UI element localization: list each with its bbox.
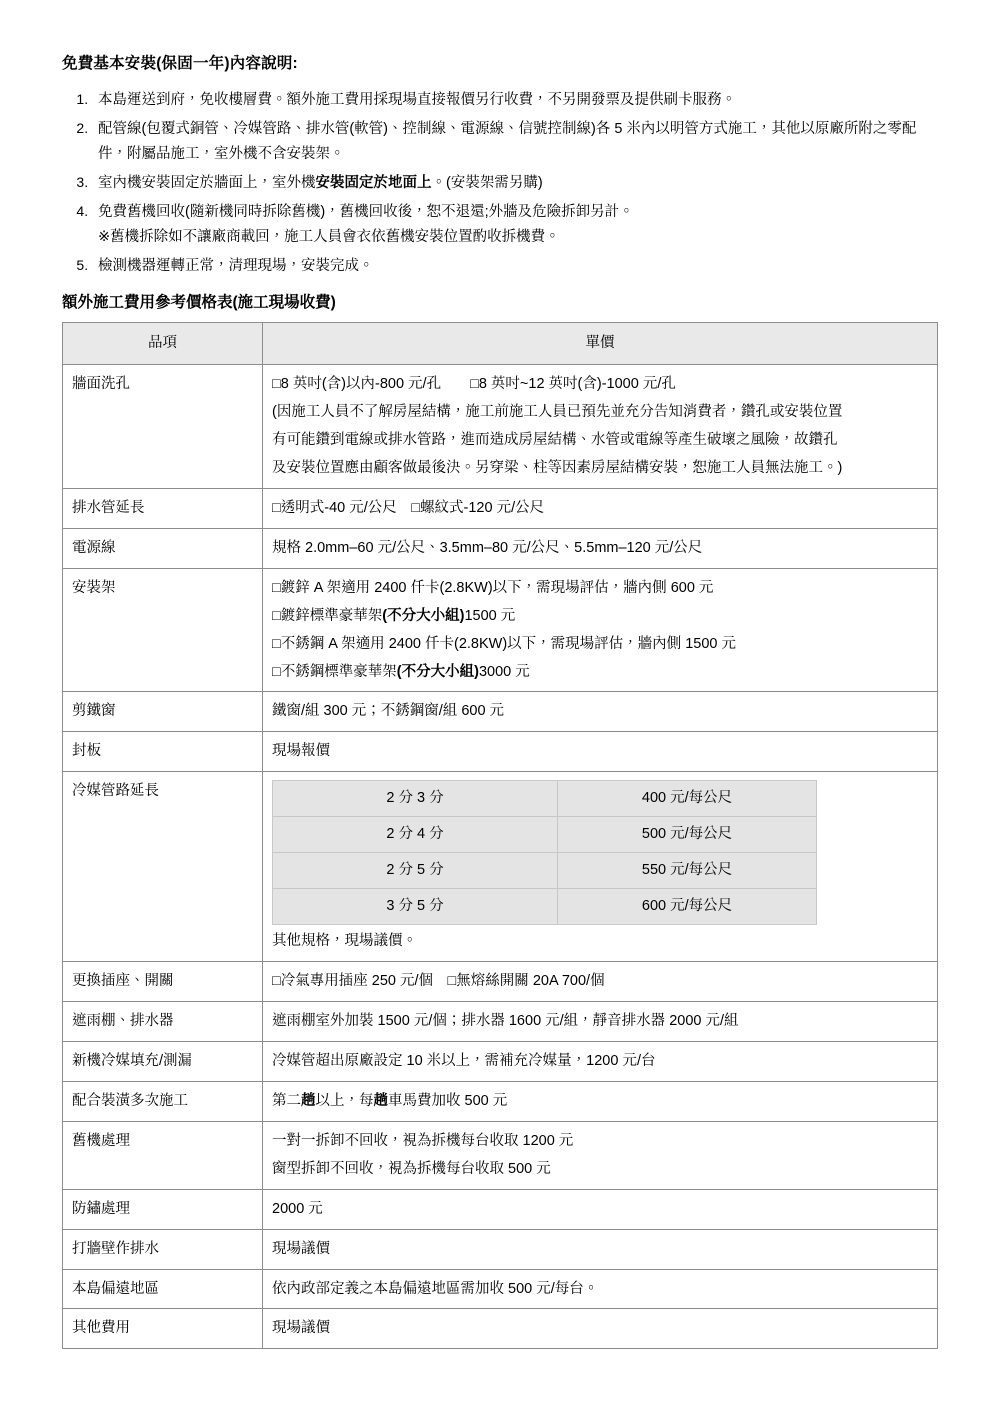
sub-spec: 2 分 5 分	[273, 853, 558, 889]
row-item: 電源線	[63, 528, 263, 568]
row-value	[263, 1189, 938, 1229]
table-row	[63, 568, 938, 692]
row-item: 打牆壁作排水	[63, 1229, 263, 1269]
row-item: 配合裝潢多次施工	[63, 1081, 263, 1121]
value-line: □不銹鋼標準豪華架(不分大小組)3000 元	[272, 663, 530, 680]
table-row	[63, 1121, 938, 1189]
table-row	[63, 528, 938, 568]
value-line: 有可能鑽到電線或排水管路，進而造成房屋結構、水管或電線等產生破壞之風險，故鑽孔	[272, 431, 838, 448]
sub-spec: 3 分 5 分	[273, 889, 558, 925]
value-line: □鍍鋅標準豪華架(不分大小組)1500 元	[272, 607, 516, 624]
table-row	[63, 1309, 938, 1349]
value-line: 依內政部定義之本島偏遠地區需加收 500 元/每台。	[272, 1280, 599, 1297]
value-line: □8 英吋(含)以內-800 元/孔 □8 英吋~12 英吋(含)-1000 元/孔	[272, 376, 676, 393]
subtable-row	[273, 817, 817, 853]
row-value	[263, 962, 938, 1002]
table-row	[63, 692, 938, 732]
row-value	[263, 772, 938, 962]
row-value	[263, 488, 938, 528]
row-item: 冷媒管路延長	[63, 772, 263, 962]
value-line: 第二趟以上，每趟車馬費加收 500 元	[272, 1092, 508, 1109]
note-text: 本島運送到府，免收樓層費。額外施工費用採現場直接報價另行收費，不另開發票及提供刷卡服務。	[98, 91, 736, 108]
note-text: 免費舊機回收(隨新機同時拆除舊機)，舊機回收後，恕不退還;外牆及危險拆卸另計。	[98, 203, 634, 220]
row-item: 安裝架	[63, 568, 263, 692]
row-item: 遮雨棚、排水器	[63, 1001, 263, 1041]
value-line: (因施工人員不了解房屋結構，施工前施工人員已預先並充分告知消費者，鑽孔或安裝位置	[272, 404, 843, 421]
value-line: 鐵窗/組 300 元；不銹鋼窗/組 600 元	[272, 703, 505, 720]
sub-price: 600 元/每公尺	[558, 889, 817, 925]
table-header-row	[63, 323, 938, 365]
row-item: 本島偏遠地區	[63, 1269, 263, 1309]
sub-price: 500 元/每公尺	[558, 817, 817, 853]
note-item	[92, 116, 938, 167]
value-line: 現場報價	[272, 743, 330, 760]
table-row	[63, 488, 938, 528]
subtable-row	[273, 781, 817, 817]
row-item: 防鏽處理	[63, 1189, 263, 1229]
note-text: 檢測機器運轉正常，清理現場，安裝完成。	[98, 258, 374, 275]
row-value	[263, 1041, 938, 1081]
sub-price: 400 元/每公尺	[558, 781, 817, 817]
value-line: □透明式-40 元/公尺 □螺紋式-120 元/公尺	[272, 499, 545, 516]
value-line: 冷媒管超出原廠設定 10 米以上，需補充冷媒量，1200 元/台	[272, 1052, 656, 1069]
table-row	[63, 962, 938, 1002]
row-value	[263, 1081, 938, 1121]
value-line: 窗型拆卸不回收，視為拆機每台收取 500 元	[272, 1160, 551, 1177]
sub-price: 550 元/每公尺	[558, 853, 817, 889]
value-line: 現場議價	[272, 1240, 330, 1257]
sub-spec: 2 分 3 分	[273, 781, 558, 817]
column-header-price: 單價	[263, 323, 938, 365]
row-value	[263, 1309, 938, 1349]
table-row	[63, 1269, 938, 1309]
price-table-title: 額外施工費用參考價格表(施工現場收費)	[62, 294, 336, 312]
row-value	[263, 692, 938, 732]
extra-fee-price-table	[62, 322, 938, 1349]
note-text: 配管線(包覆式銅管、冷媒管路、排水管(軟管)、控制線、電源線、信號控制線)各 5 米內以明管方式施工，其他以原廠所附之零配件，附屬品施工，室外機不含安裝架。	[98, 120, 917, 162]
sub-spec: 2 分 4 分	[273, 817, 558, 853]
table-row	[63, 1081, 938, 1121]
row-item: 新機冷媒填充/測漏	[63, 1041, 263, 1081]
table-row	[63, 732, 938, 772]
row-value	[263, 732, 938, 772]
row-item: 舊機處理	[63, 1121, 263, 1189]
free-installation-notes	[62, 87, 938, 280]
table-row	[63, 772, 938, 962]
row-item: 剪鐵窗	[63, 692, 263, 732]
value-line: □冷氣專用插座 250 元/個 □無熔絲開關 20A 700/個	[272, 973, 605, 990]
value-line: 2000 元	[272, 1200, 323, 1217]
column-header-item: 品項	[63, 323, 263, 365]
value-line: 及安裝位置應由顧客做最後決。另穿梁、柱等因素房屋結構安裝，恕施工人員無法施工。)	[272, 459, 843, 476]
note-item	[92, 199, 938, 251]
value-line: □不銹鋼 A 架適用 2400 仟卡(2.8KW)以下，需現場評估，牆內側 1500 元	[272, 635, 736, 652]
row-value	[263, 1001, 938, 1041]
row-value	[263, 365, 938, 489]
page-title: 免費基本安裝(保固一年)內容說明:	[62, 55, 298, 72]
value-line: 遮雨棚室外加裝 1500 元/個；排水器 1600 元/組，靜音排水器 2000 元/組	[272, 1012, 739, 1029]
row-item: 牆面洗孔	[63, 365, 263, 489]
row-item: 封板	[63, 732, 263, 772]
table-row	[63, 1001, 938, 1041]
row-item: 其他費用	[63, 1309, 263, 1349]
note-item	[92, 253, 938, 279]
note-subtext: ※舊機拆除如不讓廠商載回，施工人員會衣依舊機安裝位置酌收拆機費。	[98, 229, 560, 246]
subtable-row	[273, 853, 817, 889]
subtable-row	[273, 889, 817, 925]
table-row	[63, 1189, 938, 1229]
table-row	[63, 365, 938, 489]
note-item	[92, 170, 938, 196]
refrigerant-pipe-price-subtable	[272, 780, 817, 925]
row-item: 排水管延長	[63, 488, 263, 528]
row-value	[263, 1229, 938, 1269]
value-line: 其他規格，現場議價。	[272, 933, 417, 950]
value-line: □鍍鋅 A 架適用 2400 仟卡(2.8KW)以下，需現場評估，牆內側 600 元	[272, 579, 714, 596]
table-row	[63, 1041, 938, 1081]
note-item	[92, 87, 938, 113]
row-item: 更換插座、開關	[63, 962, 263, 1002]
value-line: 一對一拆卸不回收，視為拆機每台收取 1200 元	[272, 1132, 574, 1149]
value-line: 現場議價	[272, 1320, 330, 1337]
value-line: 規格 2.0mm–60 元/公尺、3.5mm–80 元/公尺、5.5mm–120 元/公尺	[272, 539, 703, 556]
row-value	[263, 568, 938, 692]
row-value	[263, 1121, 938, 1189]
table-row	[63, 1229, 938, 1269]
row-value	[263, 528, 938, 568]
note-text: 室內機安裝固定於牆面上，室外機安裝固定於地面上。(安裝架需另購)	[98, 174, 543, 191]
row-value	[263, 1269, 938, 1309]
